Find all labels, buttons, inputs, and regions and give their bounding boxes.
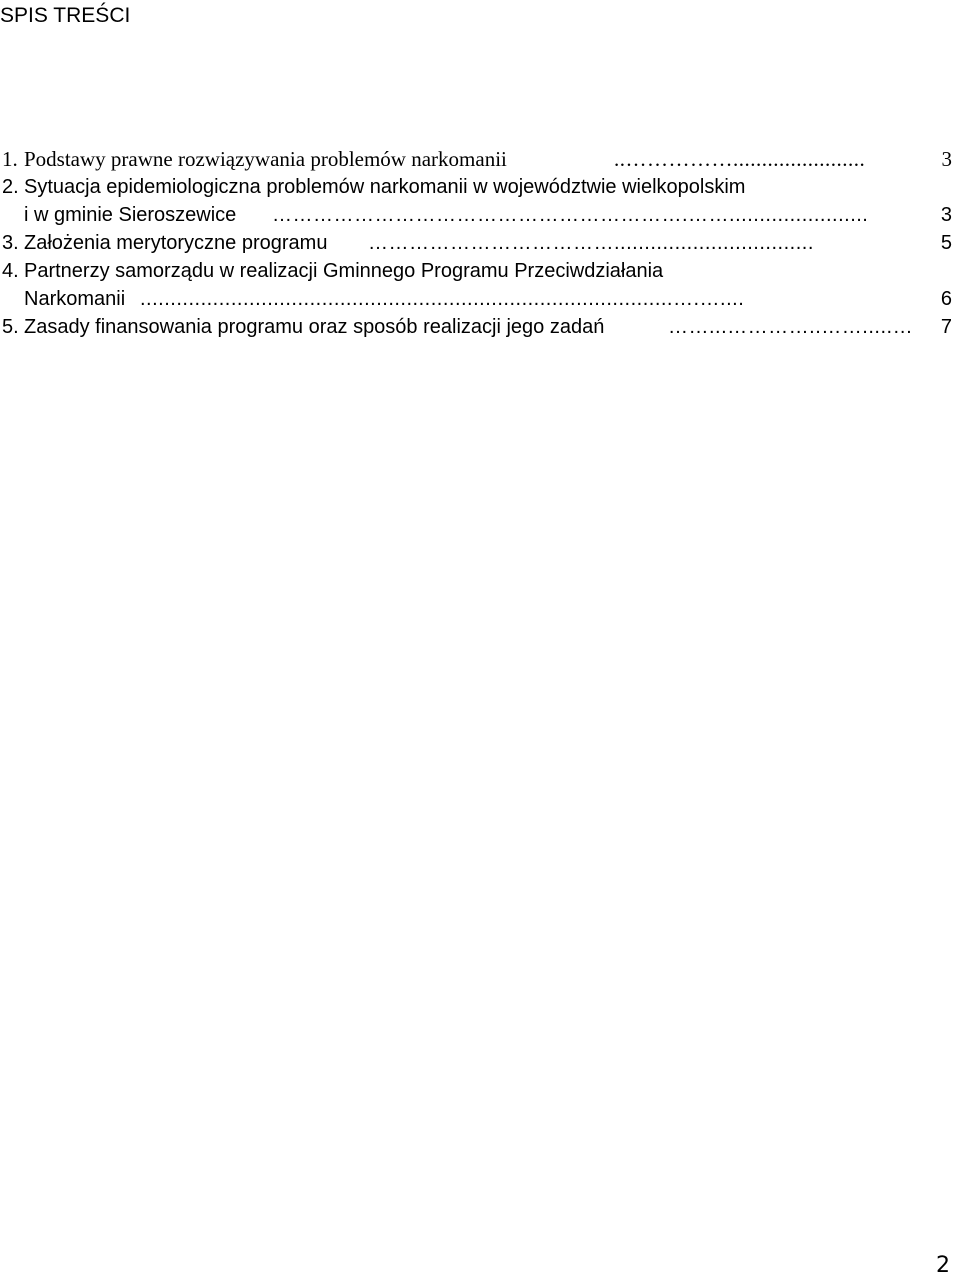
toc-entry-5-page: 7	[940, 316, 952, 338]
toc-entry-1-leader: ..…………….......................	[614, 147, 866, 171]
toc-entry-3-page: 5	[940, 232, 952, 254]
toc-entry-3-number: 3.	[2, 232, 19, 254]
toc-entry-2-page: 3	[940, 204, 952, 226]
toc-entry-4-leader: ........................................................................................….…....	[140, 288, 745, 310]
toc-entry-4-title-line2: Narkomanii	[24, 288, 126, 310]
toc-entry-5-leader: ……...…………..…….....…	[668, 316, 914, 338]
toc-entry-2-continuation[interactable]	[0, 201, 952, 229]
toc-entry-2-title-line1: Sytuacja epidemiologiczna problemów narkomanii w województwie wielkopolskim	[24, 176, 746, 198]
toc-entry-2-leader: …………………………………………………….…….......................	[272, 204, 869, 226]
page-number: 2	[936, 1253, 950, 1278]
toc-entry-2[interactable]	[0, 173, 952, 201]
toc-entry-4-continuation[interactable]	[0, 285, 952, 313]
toc-entry-2-number: 2.	[2, 176, 19, 198]
toc-entry-1-title: Podstawy prawne rozwiązywania problemów narkomanii	[24, 147, 507, 171]
toc-entry-3[interactable]	[0, 229, 952, 257]
toc-entry-5-number: 5.	[2, 316, 19, 338]
toc-entry-4-number: 4.	[2, 260, 19, 282]
toc-entry-4[interactable]	[0, 257, 952, 285]
toc-entry-2-title-line2: i w gminie Sieroszewice	[24, 204, 237, 226]
toc-entry-3-leader: ……………………………….................................	[368, 232, 814, 254]
toc-entry-4-title-line1: Partnerzy samorządu w realizacji Gminnego Programu Przeciwdziałania	[24, 260, 664, 282]
toc-entry-4-page: 6	[940, 288, 952, 310]
page-title: SPIS TREŚCI	[0, 4, 131, 27]
toc-entry-1[interactable]	[0, 145, 952, 173]
toc-entry-5[interactable]	[0, 313, 952, 341]
toc-entry-1-number: 1.	[2, 147, 18, 171]
toc-entry-1-page: 3	[941, 147, 952, 171]
toc-entry-3-title: Założenia merytoryczne programu	[24, 232, 328, 254]
toc-entry-5-title: Zasady finansowania programu oraz sposób realizacji jego zadań	[24, 316, 605, 338]
